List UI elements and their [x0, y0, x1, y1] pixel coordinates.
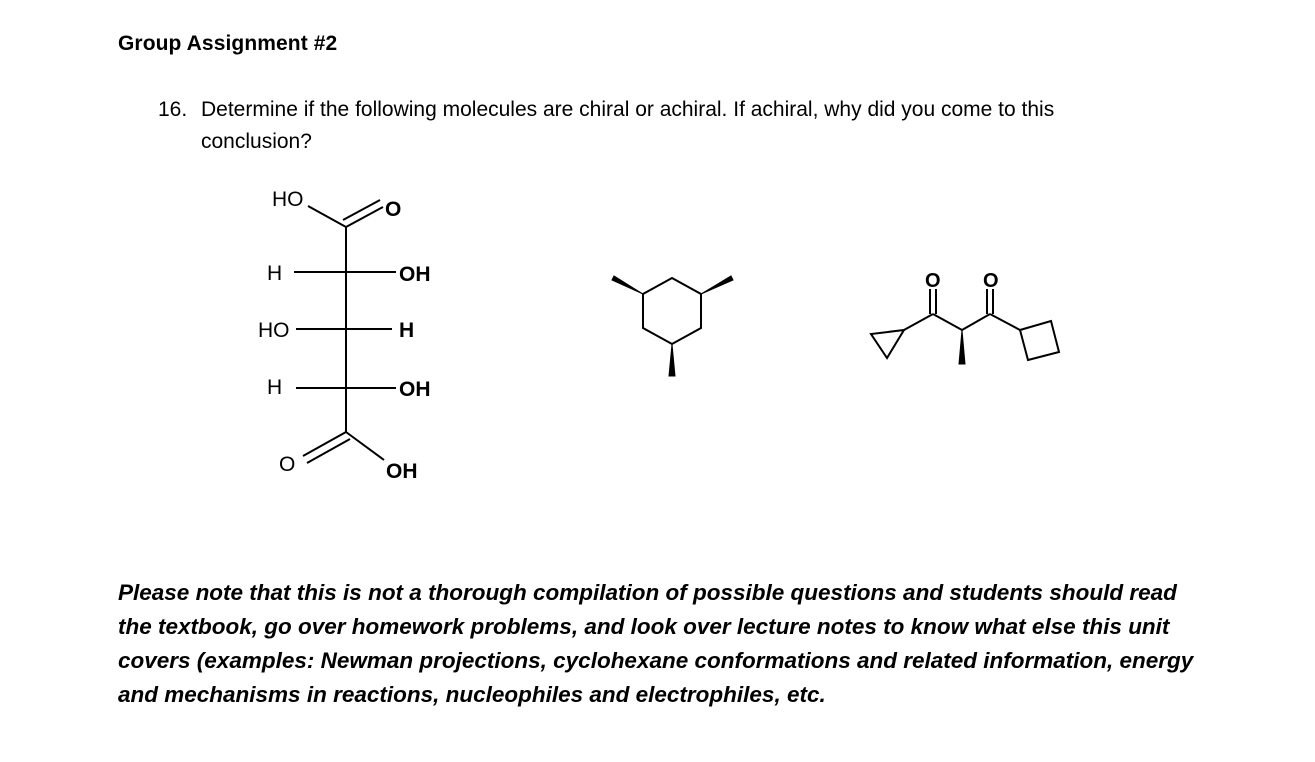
label-row3-left: H — [267, 376, 283, 399]
trimethylcyclohexane-molecule — [612, 276, 733, 376]
label-row1-right: OH — [399, 263, 431, 286]
fischer-labels — [258, 188, 431, 483]
bond-top-left — [308, 206, 346, 227]
diketone-molecule — [871, 289, 1059, 360]
page-title: Group Assignment #2 — [118, 32, 338, 55]
bond-cyclopropyl-carbonyl — [904, 314, 933, 330]
cyclobutane-ring — [1020, 321, 1059, 360]
label-top-left: HO — [272, 188, 304, 211]
label-bottom-right: OH — [386, 460, 418, 483]
label-row2-right: H — [399, 319, 415, 342]
label-carbonyl-1: O — [925, 270, 941, 292]
cyclopropane-ring — [871, 330, 904, 358]
bond-carbonyl-center — [933, 314, 962, 330]
question-text-line-1: Determine if the following molecules are chiral or achiral. If achiral, why did you come to this — [201, 98, 1055, 121]
label-bottom-left: O — [279, 453, 296, 476]
bond-center-carbonyl-2 — [962, 314, 990, 330]
study-note: Please note that this is not a thorough compilation of possible questions and students should read the textbook, go over homework problems, and look over lecture notes to know what else this unit covers (examples: Newman projections, cyclohexane conformations and related information, energy and mechanisms in reactions, nucleophiles and electrophiles, etc. — [118, 580, 1194, 707]
label-carbonyl-2: O — [983, 270, 999, 292]
methyl-wedge — [959, 330, 965, 364]
diketone-labels — [925, 270, 999, 292]
wedge-bottom — [669, 344, 675, 376]
label-row3-right: OH — [399, 378, 431, 401]
bond-bottom-right — [346, 432, 384, 460]
label-row2-left: HO — [258, 319, 290, 342]
wedge-left — [612, 276, 643, 294]
fischer-projection-molecule — [294, 200, 396, 463]
bond-top-right-2 — [343, 200, 380, 220]
label-top-right: O — [385, 198, 402, 221]
wedge-right — [701, 276, 733, 294]
bond-carbonyl-cyclobutyl — [990, 314, 1020, 330]
cyclohexane-ring — [643, 278, 701, 344]
label-row1-left: H — [267, 262, 283, 285]
bond-top-right-1 — [346, 207, 383, 227]
question-text-line-2: conclusion? — [201, 130, 312, 153]
question-number: 16. — [158, 98, 188, 121]
